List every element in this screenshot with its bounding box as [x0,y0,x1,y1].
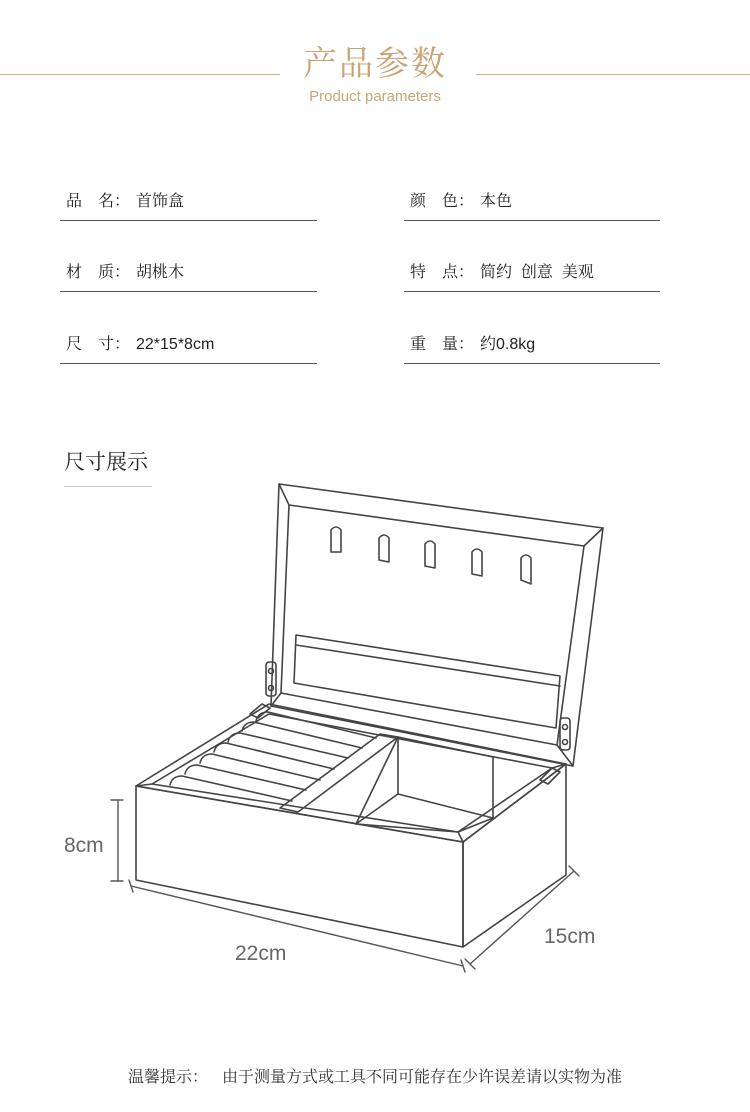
spec-color-label: 颜 色： [410,191,475,210]
page-title: 产品参数 [303,44,447,84]
spec-name [60,190,317,221]
page-subtitle: Product parameters [309,88,441,105]
spec-color [404,190,660,221]
spec-material-label: 材 质： [66,262,131,281]
notice-text: 由于测量方式或工具不同可能存在少许误差请以实物为准 [222,1067,623,1086]
size-display-title: 尺寸展示 [64,446,152,487]
spec-size [60,333,317,364]
spec-feature-label: 特 点： [410,262,475,281]
jewelry-box-drawing [0,470,750,990]
spec-material-value: 胡桃木 [136,264,185,281]
box-base [136,704,566,947]
spec-name-label: 品 名： [66,191,131,210]
spec-color-value: 本色 [480,193,513,210]
warm-notice [0,1064,750,1087]
spec-name-value: 首饰盒 [136,193,185,210]
spec-size-label: 尺 寸： [66,334,131,353]
spec-material [60,261,317,292]
spec-size-value: 22*15*8cm [136,336,215,353]
spec-feature-value: 简约 创意 美观 [480,264,594,281]
notice-label: 温馨提示： [127,1067,208,1086]
spec-weight [404,333,660,364]
spec-weight-label: 重 量： [410,334,475,353]
dimension-length-label: 22cm [235,942,287,965]
dimension-lines [111,800,579,972]
spec-weight-value: 约0.8kg [480,336,536,353]
spec-feature [404,261,660,292]
dimension-width-label: 15cm [544,925,596,948]
dimension-height-label: 8cm [64,834,104,857]
